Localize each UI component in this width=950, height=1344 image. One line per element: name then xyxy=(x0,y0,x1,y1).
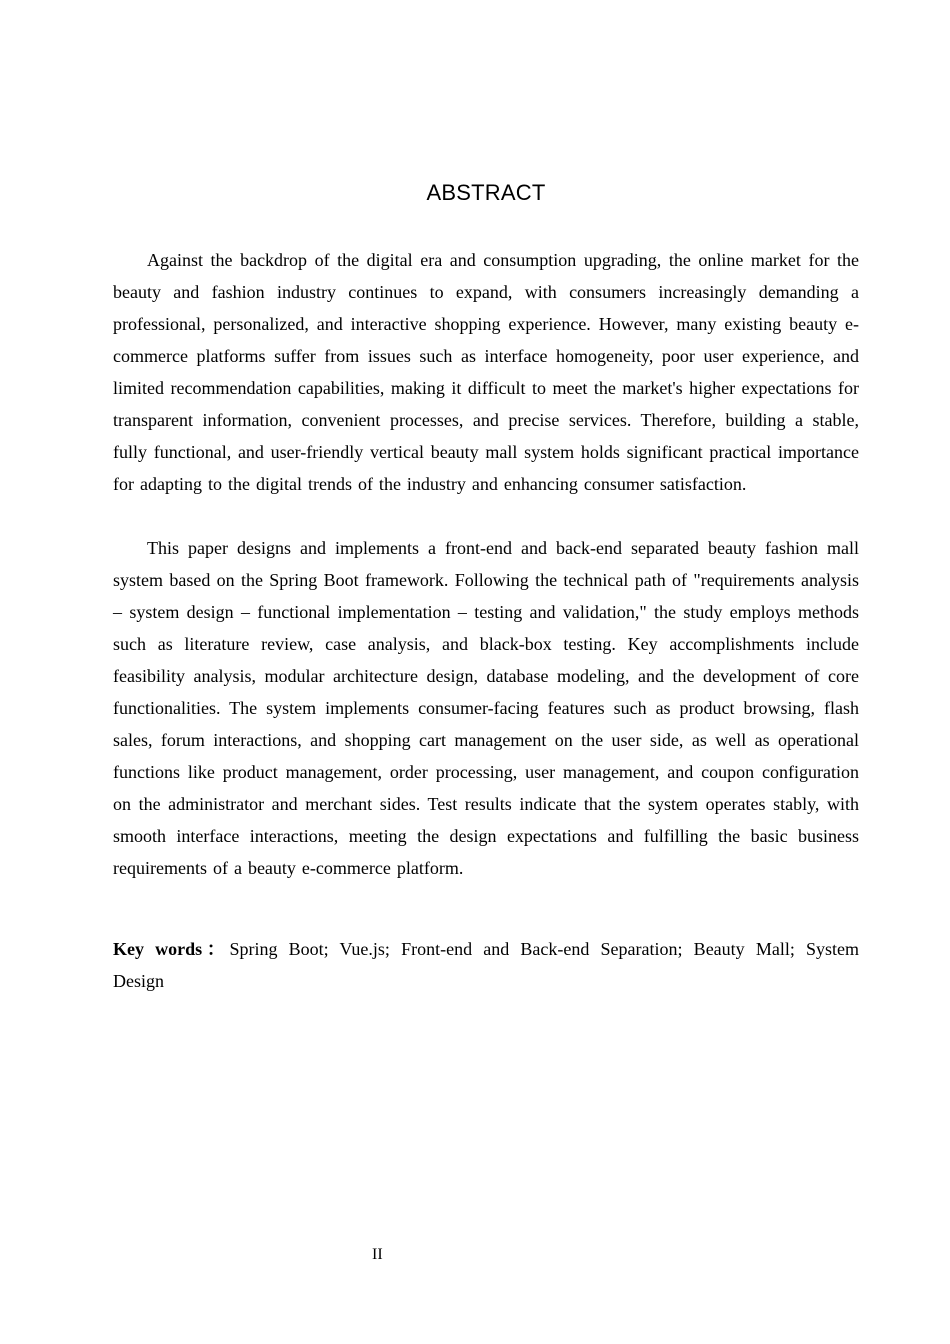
keywords-label: Key words： xyxy=(113,939,230,959)
abstract-body-part-1 xyxy=(113,244,859,500)
abstract-paragraph-1: Against the backdrop of the digital era and consumption upgrading, the online market for the beauty and fashion industry continues to expand, with consumers increasingly demanding a professional, personalized, and interactive shopping experience. However, many existing beauty e-commerce platforms suffer from issues such as interface homogeneity, poor user experience, and limited recommendation capabilities, making it difficult to meet the market's higher expectations for transparent information, convenient processes, and precise services. Therefore, building a stable, fully functional, and user-friendly vertical beauty mall system holds significant practical importance for adapting to the digital trends of the industry and enhancing consumer satisfaction. xyxy=(113,250,859,494)
abstract-title: ABSTRACT xyxy=(426,180,546,205)
page-number: II xyxy=(372,1246,383,1263)
keywords-line xyxy=(113,933,859,997)
keywords-text: Spring Boot; Vue.js; Front-end and Back-end Separation; Beauty Mall; System Design xyxy=(113,939,860,991)
abstract-body-part-2 xyxy=(113,532,859,884)
abstract-paragraph-2: This paper designs and implements a front-end and back-end separated beauty fashion mall system based on the Spring Boot framework. Following the technical path of "requirements analysis – system design – functional implementation – testing and validation," the study employs methods such as literature review, case analysis, and black-box testing. Key accomplishments include feasibility analysis, modular architecture design, database modeling, and the development of core functionalities. The system implements consumer-facing features such as product browsing, flash sales, forum interactions, and shopping cart management on the user side, as well as operational functions like product management, order processing, user management, and coupon configuration on the administrator and merchant sides. Test results indicate that the system operates stably, with smooth interface interactions, meeting the design expectations and fulfilling the basic business requirements of a beauty e-commerce platform. xyxy=(113,538,859,878)
